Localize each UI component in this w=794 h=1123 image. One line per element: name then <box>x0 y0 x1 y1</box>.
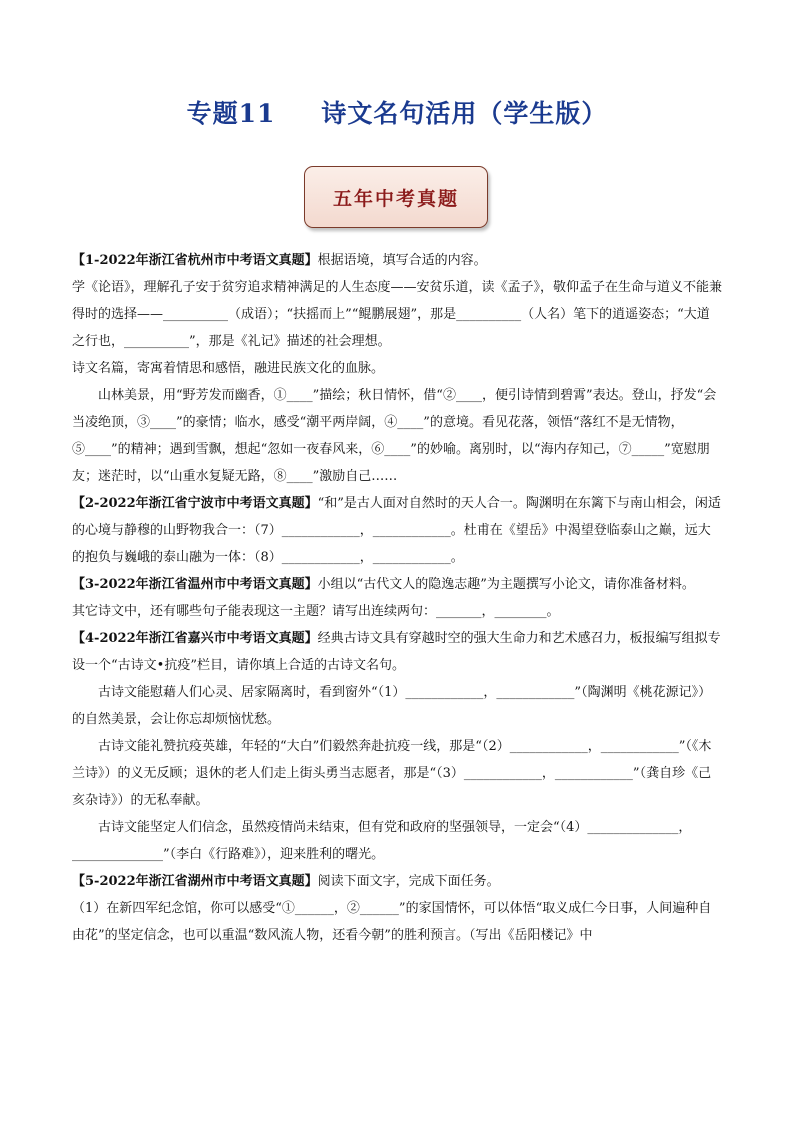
q2-block <box>72 490 722 571</box>
q1-para1: 学《论语》，理解孔子安于贫穷追求精神满足的人生态度——安贫乐道，读《孟子》，敬仰孟子在生命与道义不能兼得时的选择——__________（成语）；“扶摇而上”“鲲鹏展翅”，那是__________（人名）笔下的逍遥姿态；“大道之行也，__________”，那是《礼记》描述的社会理想。 <box>72 280 723 349</box>
q4-text: 经典古诗文具有穿越时空的强大生命力和艺术感召力，板报编写组拟专设一个“古诗文•抗疫”栏目，请你填上合适的古诗文名句。 <box>72 631 721 673</box>
q2-text: “和”是古人面对自然时的天人合一。陶渊明在东篱下与南山相会，闲适的心境与静穆的山野物我合一：（7）____________，____________。杜甫在《望岳》中渴望登临泰山之巅，远大的抱负与巍峨的泰山融为一体：（8）____________，____________。 <box>72 496 721 565</box>
q1-intro <box>72 247 722 274</box>
q3-para2: 其它诗文中，还有哪些句子能表现这一主题？请写出连续两句：_______，________。 <box>72 604 560 619</box>
q4-para4: 古诗文能坚定人们信念，虽然疫情尚未结束，但有党和政府的坚强领导，一定会“（4）______________，______________”（李白《行路难》），迎来胜利的曙光。 <box>72 820 692 862</box>
q3-block <box>72 571 722 598</box>
q5-text: 阅读下面文字，完成下面任务。 <box>317 874 500 889</box>
q4-para3: 古诗文能礼赞抗疫英雄，年轻的“大白”们毅然奔赴抗疫一线，那是“（2）____________，____________”（《木兰诗》）的义无反顾；退休的老人们走上街头勇当志愿者，那是“（3）____________，____________”（龚自珍《己亥杂诗》）的无私奉献。 <box>72 739 712 808</box>
q1-para3: 山林美景，用“野芳发而幽香，①____”描绘；秋日情怀，借“②____，便引诗情到碧霄”表达。登山，抒发“会当凌绝顶，③____”的豪情；临水，感受“潮平两岸阔，④____”的意境。看见花落，领悟“落红不是无情物，⑤____”的精神；遇到雪飘，想起“忽如一夜春风来，⑥____”的妙喻。离别时，以“海内存知己，⑦_____”宽慰朋友；迷茫时，以“山重水复疑无路，⑧____”激励自己…… <box>72 388 717 484</box>
section-label-box <box>304 166 488 228</box>
q3-header: 【3-2022年浙江省温州市中考语文真题】 <box>72 577 318 592</box>
title-topic: 专题11 <box>186 99 276 128</box>
section-label: 五年中考真题 <box>304 166 488 228</box>
q2-header: 【2-2022年浙江省宁波市中考语文真题】 <box>72 496 318 511</box>
title-name: 诗文名句活用（学生版） <box>321 99 608 128</box>
q1-prompt: 根据语境，填写合适的内容。 <box>317 253 487 268</box>
q4-header: 【4-2022年浙江省嘉兴市中考语文真题】 <box>72 631 318 646</box>
q3-text: 小组以“古代文人的隐逸志趣”为主题撰写小论文，请你准备材料。 <box>317 577 695 592</box>
q1-para2: 诗文名篇，寄寓着情思和感悟，融进民族文化的血脉。 <box>72 361 385 376</box>
q1-header: 【1-2022年浙江省杭州市中考语文真题】 <box>72 253 318 268</box>
q4-block <box>72 625 722 679</box>
q5-header: 【5-2022年浙江省湖州市中考语文真题】 <box>72 874 318 889</box>
question-content <box>72 247 722 949</box>
q5-para2: （1）在新四军纪念馆，你可以感受“①______，②______”的家国情怀，可以体悟“取义成仁今日事，人间遍种自由花”的坚定信念，也可以重温“数风流人物，还看今朝”的胜利预言。（写出《岳阳楼记》中 <box>72 901 712 943</box>
page-title <box>0 94 794 130</box>
q4-para2: 古诗文能慰藉人们心灵、居家隔离时，看到窗外“（1）____________，____________”（陶渊明《桃花源记》）的自然美景，会让你忘却烦恼忧愁。 <box>72 685 712 727</box>
q5-block <box>72 868 722 895</box>
